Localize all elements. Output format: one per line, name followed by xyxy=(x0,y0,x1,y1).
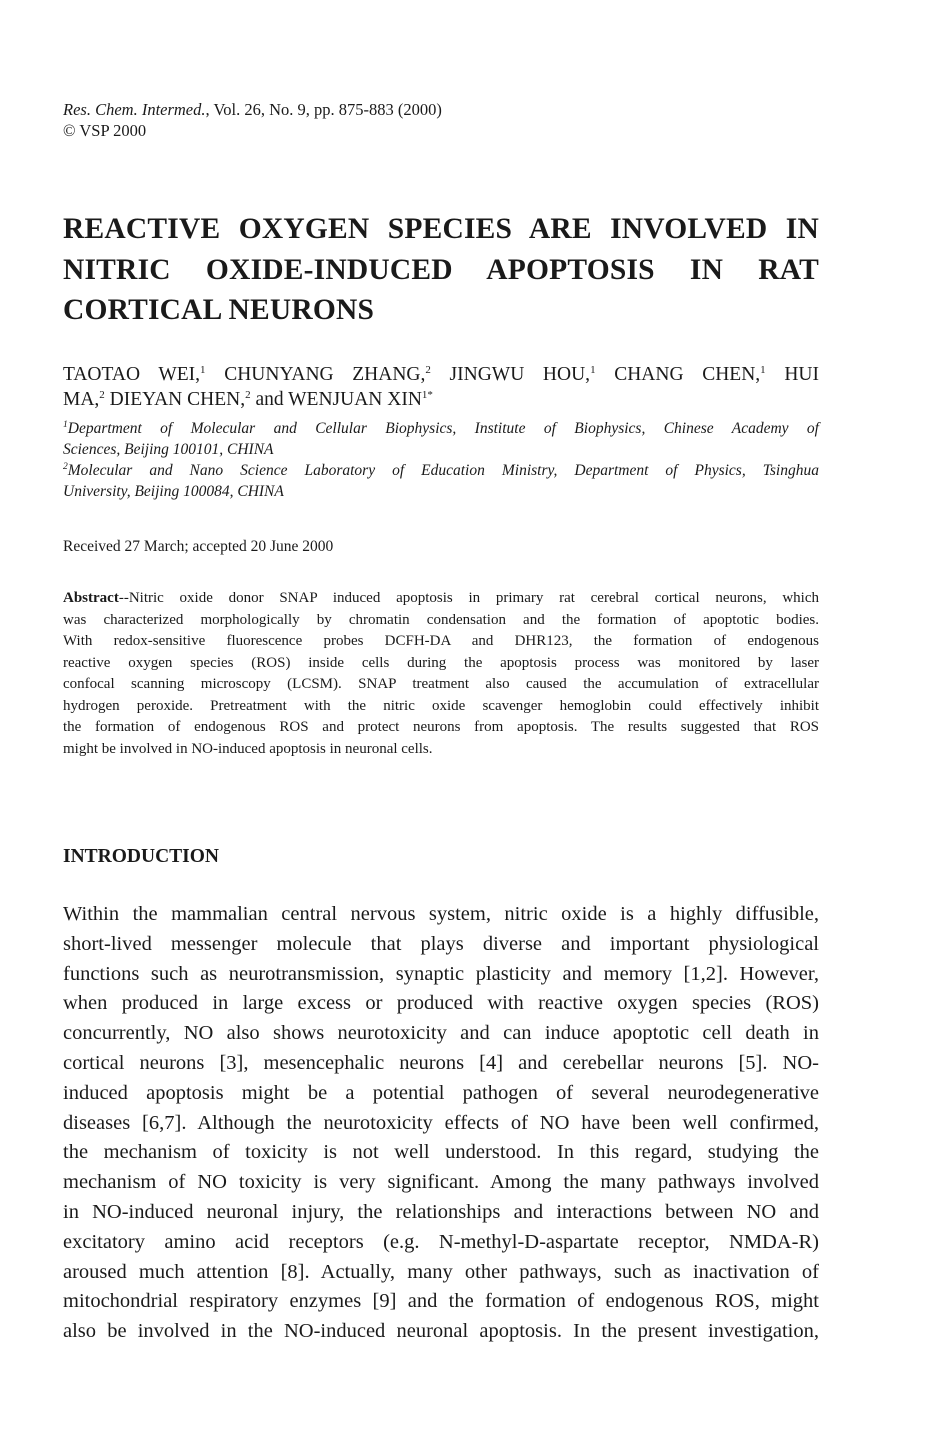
body-line: concurrently, NO also shows neurotoxicity and can induce apoptotic cell death in xyxy=(63,1022,819,1045)
body-line: induced apoptosis might be a potential pathogen of several neurodegenerative xyxy=(63,1081,819,1104)
body-line: aroused much attention [8]. Actually, many other pathways, such as inactivation of xyxy=(63,1260,819,1283)
body-line: in NO-induced neuronal injury, the relationships and interactions between NO and xyxy=(63,1200,819,1223)
abstract-line: hydrogen peroxide. Pretreatment with the nitric oxide scavenger hemoglobin could effectively inhibit xyxy=(63,697,819,714)
affiliation-marker: 2 xyxy=(245,389,251,401)
author-list xyxy=(63,362,819,412)
body-line: excitatory amino acid receptors (e.g. N-methyl-D-aspartate receptor, NMDA-R) xyxy=(63,1230,819,1253)
body-line: when produced in large excess or produced with reactive oxygen species (ROS) xyxy=(63,992,819,1015)
affiliation-marker: 2 xyxy=(425,364,431,376)
abstract-line: With redox-sensitive fluorescence probes DCFH-DA and DHR123, the formation of endogenous xyxy=(63,633,819,649)
abstract-text: --Nitric oxide donor SNAP induced apoptosis in primary rat cerebral cortical neurons, which xyxy=(118,590,819,606)
journal-name: Res. Chem. Intermed. xyxy=(63,100,206,119)
abstract-line: confocal scanning microscopy (LCSM). SNAP treatment also caused the accumulation of extracellular xyxy=(63,676,819,692)
abstract-line: reactive oxygen species (ROS) inside cells during the apoptosis process was monitored by laser xyxy=(63,654,819,671)
received-dates: Received 27 March; accepted 20 June 2000 xyxy=(63,538,334,555)
body-line: Within the mammalian central nervous system, nitric oxide is a highly diffusible, xyxy=(63,903,819,925)
author-name: CHUNYANG ZHANG, xyxy=(205,364,426,385)
author-name: JINGWU HOU, xyxy=(430,364,591,385)
affiliation-marker: 1 xyxy=(590,364,596,376)
body-line: cortical neurons [3], mesencephalic neurons [4] and cerebellar neurons [5]. NO- xyxy=(63,1051,819,1074)
paper-title xyxy=(63,209,819,331)
affiliation-marker: 2 xyxy=(99,389,105,401)
body-line: also be involved in the NO-induced neuronal apoptosis. In the present investigation, xyxy=(63,1320,819,1343)
section-heading-introduction: INTRODUCTION xyxy=(63,846,220,867)
affiliations xyxy=(63,418,819,502)
abstract xyxy=(63,588,819,760)
abstract-line: the formation of endogenous ROS and protect neurons from apoptosis. The results suggested that ROS xyxy=(63,719,819,735)
abstract-line: might be involved in NO-induced apoptosis in neuronal cells. xyxy=(63,740,433,757)
affiliation-number: 1 xyxy=(63,420,68,430)
title-line: CORTICAL NEURONS xyxy=(63,294,375,326)
author-name: MA, xyxy=(63,389,100,410)
corresponding-marker: 1* xyxy=(421,389,433,401)
author-name: CHANG CHEN, xyxy=(595,364,761,385)
title-line: NITRIC OXIDE-INDUCED APOPTOSIS IN RAT xyxy=(63,253,819,286)
author-name: and WENJUAN XIN xyxy=(250,389,422,410)
introduction-body xyxy=(63,900,819,1347)
copyright-line: © VSP 2000 xyxy=(63,121,147,140)
author-name: HUI xyxy=(765,364,819,385)
abstract-label: Abstract xyxy=(63,590,119,606)
author-name: DIEYAN CHEN, xyxy=(104,389,246,410)
author-name: TAOTAO WEI, xyxy=(63,364,201,385)
affiliation-line xyxy=(63,460,819,481)
citation-line xyxy=(63,99,442,120)
body-line: short-lived messenger molecule that plays diverse and important physiological xyxy=(63,932,819,955)
body-line: functions such as neurotransmission, synaptic plasticity and memory [1,2]. However, xyxy=(63,962,819,985)
affiliation-line: Sciences, Beijing 100101, CHINA xyxy=(63,441,274,458)
affiliation-line xyxy=(63,418,819,439)
affiliation-text: Molecular and Nano Science Laboratory of Education Ministry, Department of Physics, Tsinghua xyxy=(67,462,819,479)
affiliation-line: University, Beijing 100084, CHINA xyxy=(63,483,284,500)
body-line: mechanism of NO toxicity is very significant. Among the many pathways involved xyxy=(63,1171,819,1194)
body-line: mitochondrial respiratory enzymes [9] and the formation of endogenous ROS, might xyxy=(63,1290,819,1313)
abstract-line xyxy=(63,588,819,610)
affiliation-marker: 1 xyxy=(200,364,206,376)
abstract-line: was characterized morphologically by chromatin condensation and the formation of apoptotic bodies. xyxy=(63,611,819,628)
affiliation-text: Department of Molecular and Cellular Biophysics, Institute of Biophysics, Chinese Academy of xyxy=(67,420,819,437)
citation-block xyxy=(63,99,442,141)
volume-info: , Vol. 26, No. 9, pp. 875-883 (2000) xyxy=(205,100,442,119)
affiliation-number: 2 xyxy=(63,462,68,472)
body-line: diseases [6,7]. Although the neurotoxicity effects of NO have been well confirmed, xyxy=(63,1111,819,1134)
affiliation-marker: 1 xyxy=(760,364,766,376)
body-line: the mechanism of toxicity is not well understood. In this regard, studying the xyxy=(63,1141,819,1164)
author-line xyxy=(63,387,819,412)
author-line xyxy=(63,362,819,387)
title-line: REACTIVE OXYGEN SPECIES ARE INVOLVED IN xyxy=(63,213,819,245)
